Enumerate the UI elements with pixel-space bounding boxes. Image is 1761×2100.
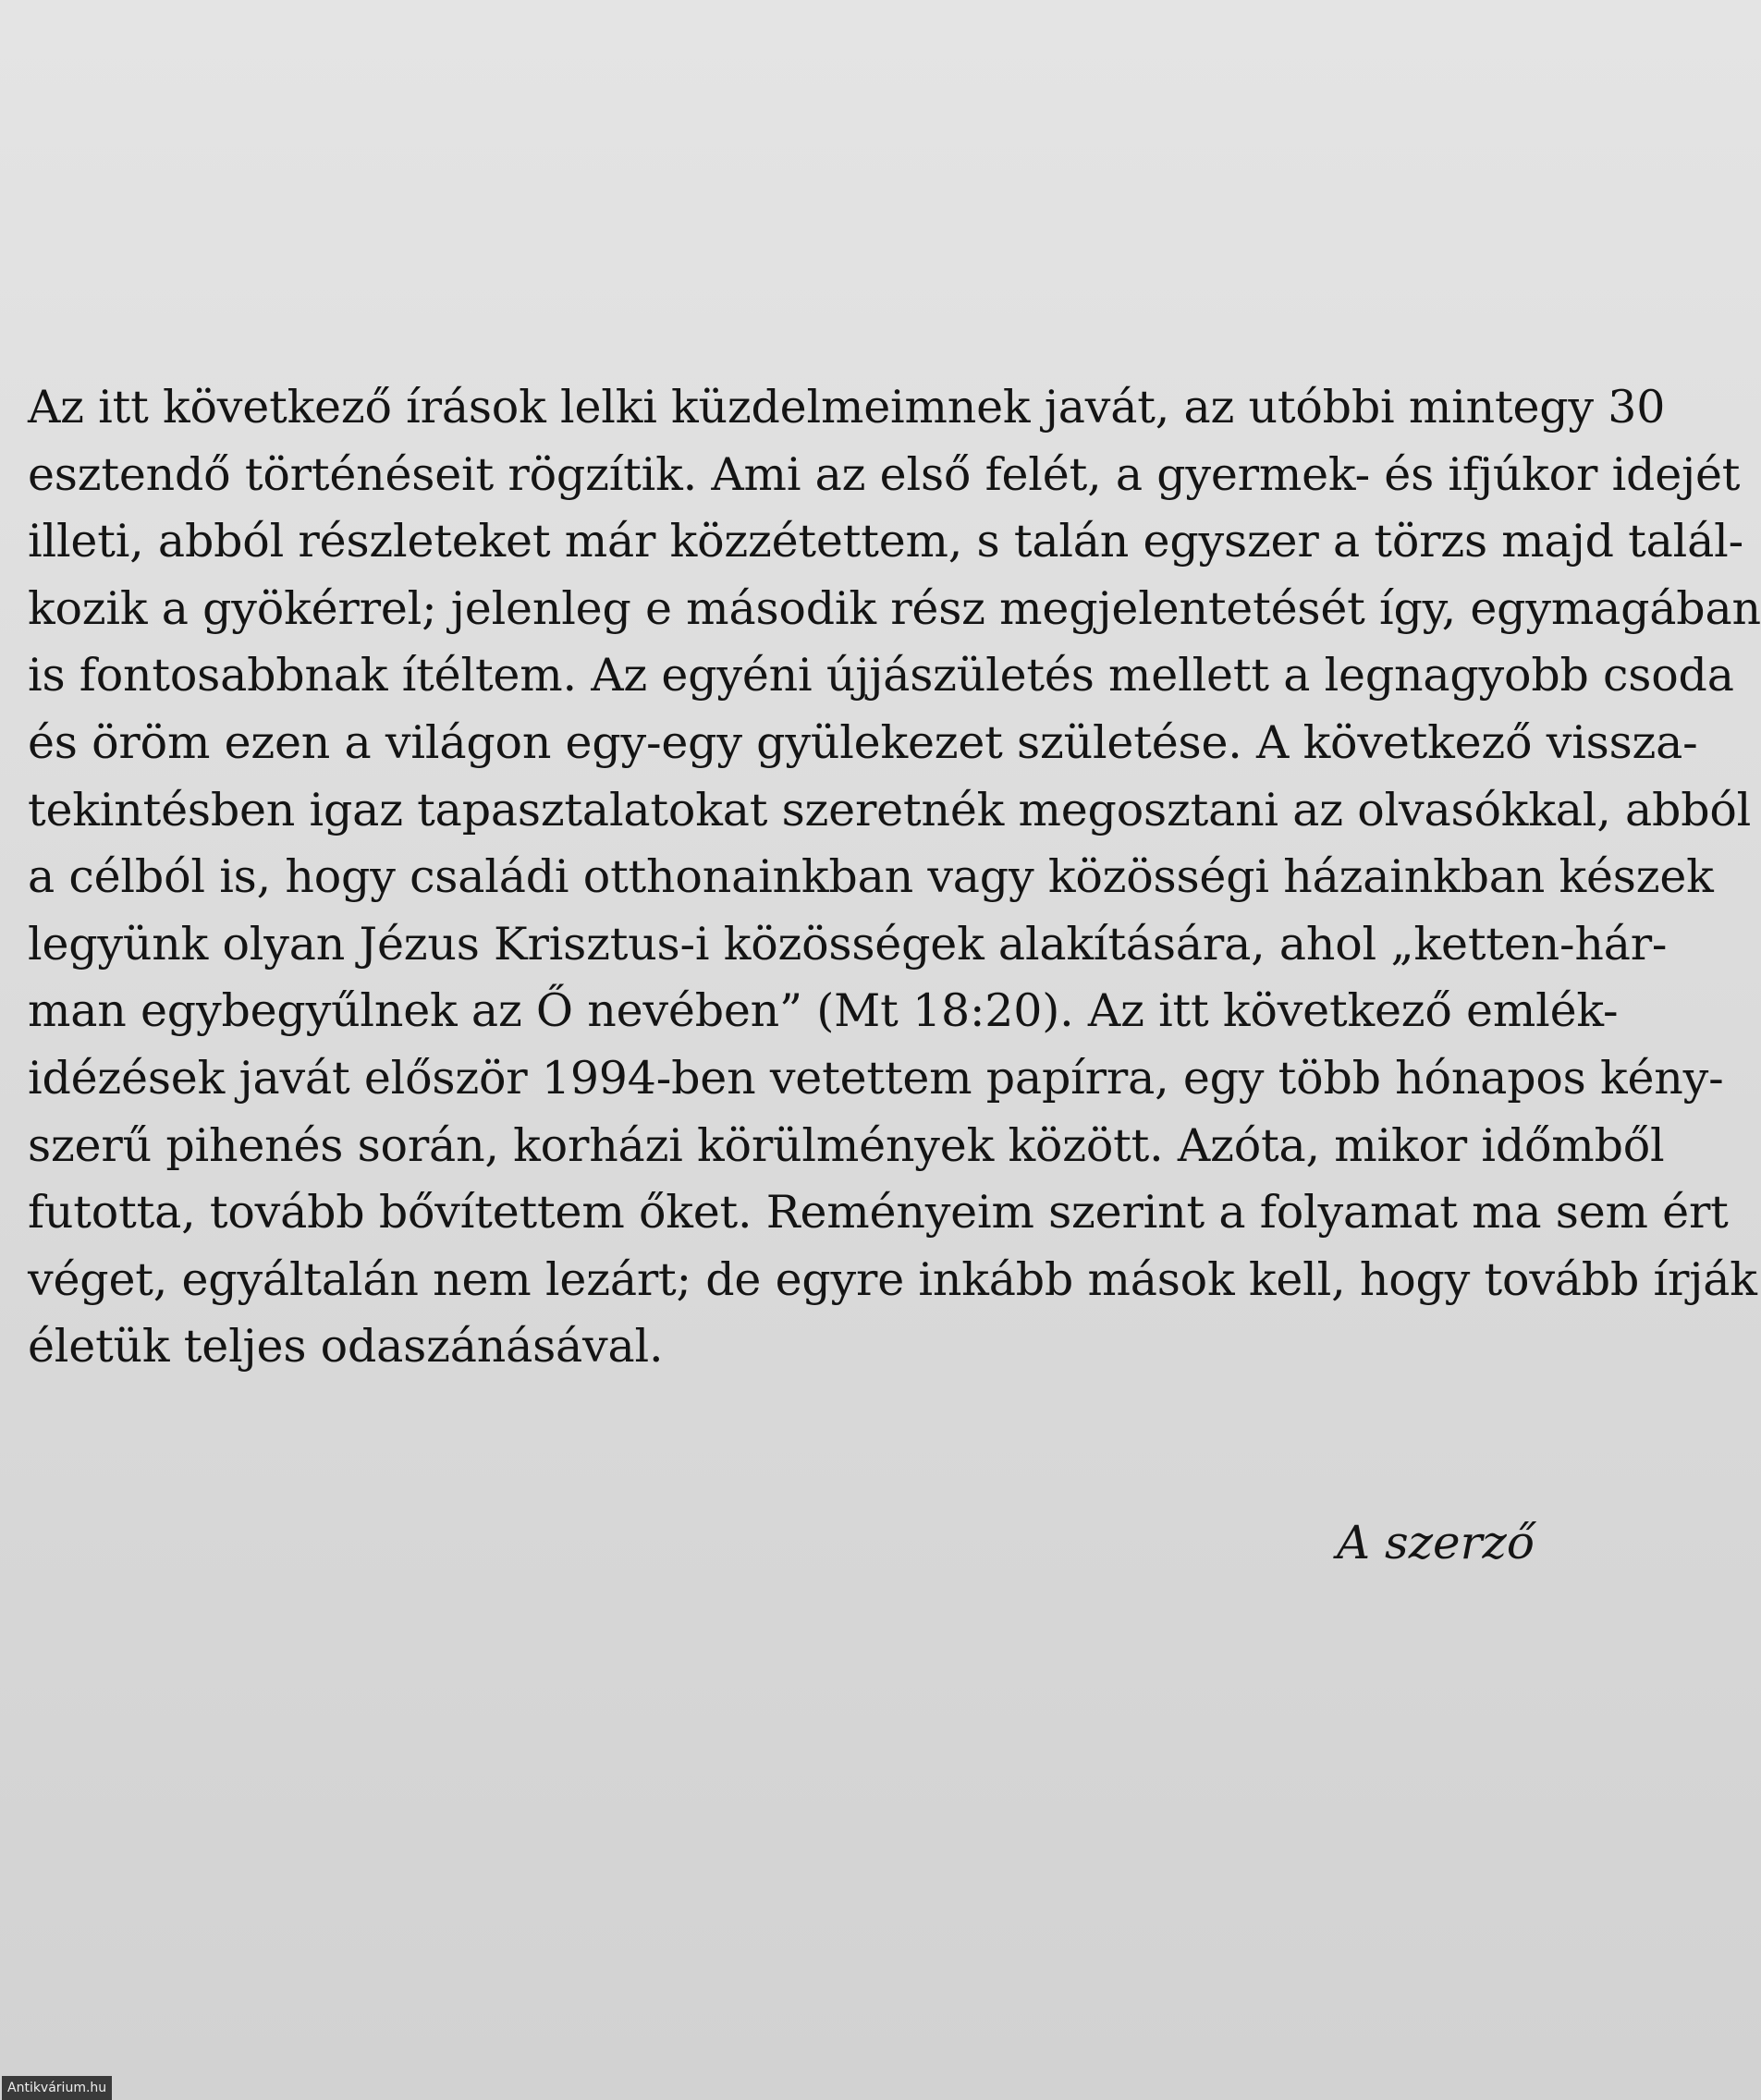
watermark-label: Antikvárium.hu (2, 2076, 112, 2100)
paragraph-line: kozik a gyökérrel; jelenleg e második rész megjelentetését így, egymagában (28, 581, 1761, 635)
paragraph-line: esztendő történéseit rögzítik. Ami az első felét, a gyermek- és ifjúkor idejét (28, 447, 1741, 501)
paragraph-line: és öröm ezen a világon egy-egy gyülekezet születése. A következő vissza- (28, 715, 1698, 769)
body-paragraph (28, 374, 1761, 1381)
paragraph-line: illeti, abból részleteket már közzétettem, s talán egyszer a törzs majd talál- (28, 515, 1743, 568)
paragraph-line: is fontosabbnak ítéltem. Az egyéni újjászületés mellett a legnagyobb csoda (28, 649, 1734, 702)
paragraph-line: idézések javát először 1994-ben vetettem papírra, egy több hónapos kény- (28, 1051, 1724, 1105)
paragraph-line: man egybegyűlnek az Ő nevében” (Mt 18:20). Az itt következő emlék- (28, 984, 1619, 1038)
paragraph-line: életük teljes odaszánásával. (28, 1320, 664, 1374)
paragraph-line: legyünk olyan Jézus Krisztus-i közösségek alakítására, ahol „ketten-hár- (28, 917, 1668, 971)
author-signature: A szerző (1337, 1516, 1535, 1569)
paragraph-line: véget, egyáltalán nem lezárt; de egyre inkább mások kell, hogy tovább írják (28, 1252, 1757, 1306)
paragraph-line: tekintésben igaz tapasztalatokat szeretnék megosztani az olvasókkal, abból (28, 783, 1752, 836)
paragraph-line: futotta, tovább bővítettem őket. Reményeim szerint a folyamat ma sem ért (28, 1186, 1729, 1239)
paragraph-line: a célból is, hogy családi otthonainkban vagy közösségi házainkban készek (28, 850, 1714, 904)
paragraph-line: Az itt következő írások lelki küzdelmeimnek javát, az utóbbi mintegy 30 (28, 381, 1666, 433)
paragraph-line: szerű pihenés során, korházi körülmények között. Azóta, mikor időmből (28, 1118, 1665, 1172)
